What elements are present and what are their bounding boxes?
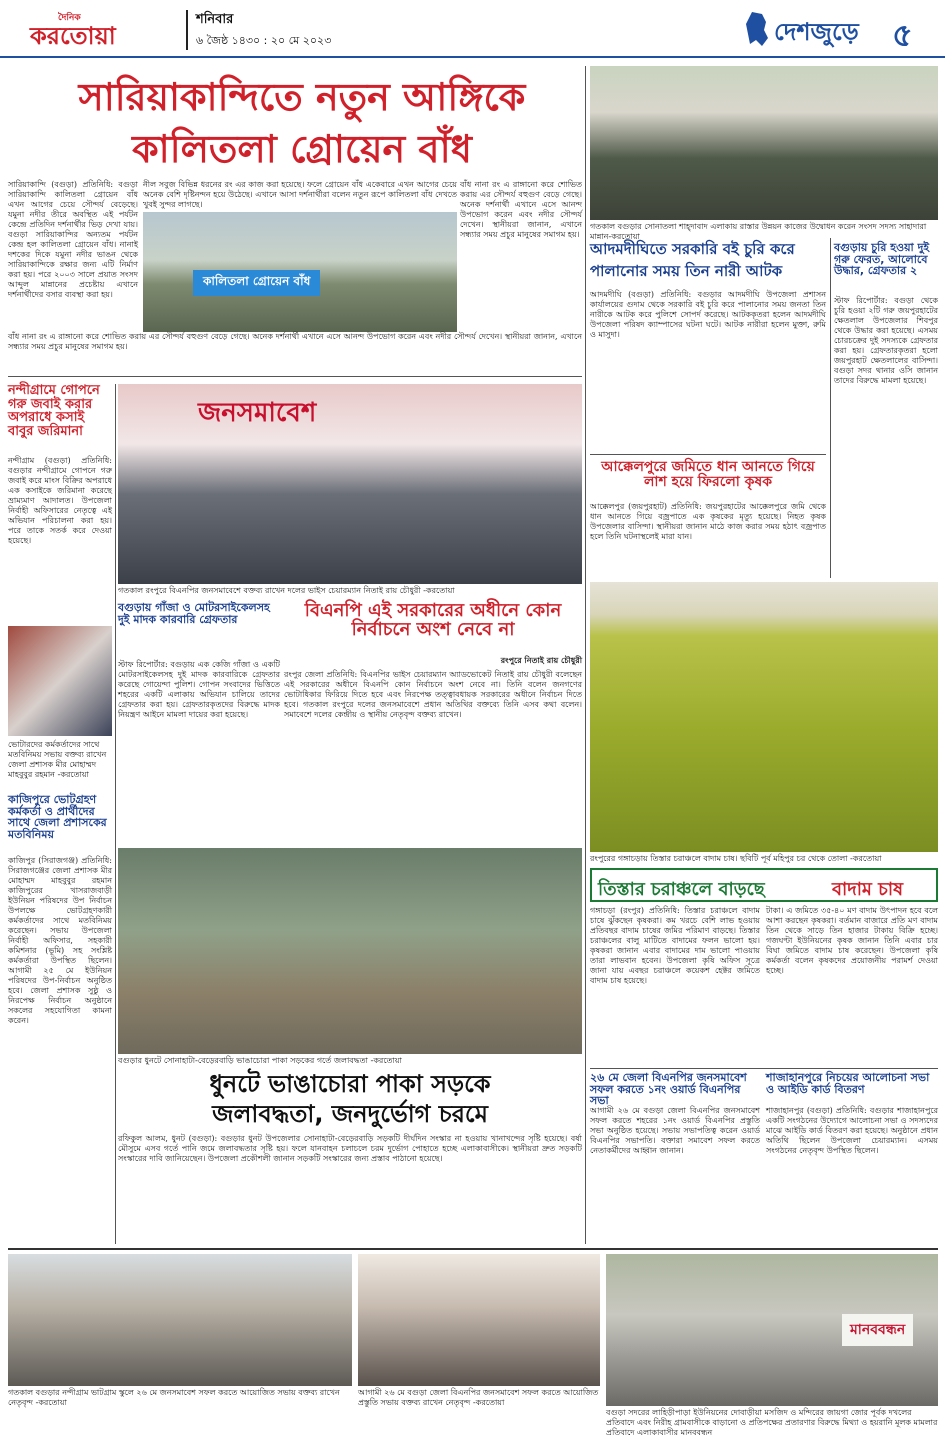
- left-headline-2: কাজিপুরে ভোটগ্রহণ কর্মকর্তা ও প্রার্থীদের সাথে জেলা প্রশাসকের মতবিনিময়: [8, 793, 107, 841]
- road-headline-1: ধুনটে ভাঙাচোরা পাকা সড়কে: [209, 1070, 491, 1098]
- mid-body-1: স্টাফ রিপোর্টার: বগুড়ায় এক কেজি গাঁজা ও একটি মোটরসাইকেলসহ দুই মাদক কারবারিকে গ্রেফতার করেছে গোয়েন্দা পুলিশ। গোপন সংবাদের ভিত্তিতে শহরের একটি এলাকায় অভিযান চালিয়ে তাদের গ্রেফতার করা হয়। গ্রেফতারকৃতদের বিরুদ্ধে মাদক নিয়ন্ত্রণ আইনে মামলা দায়ের করা হয়েছে।: [118, 660, 280, 719]
- rally-photo: [118, 384, 582, 584]
- bottom-photo-3: [606, 1254, 938, 1406]
- road-body: রফিকুল আলম, ধুনট (বগুড়া): বগুড়ার ধুনট উপজেলার সোনাহাটা-বেড়েরবাড়ি সড়কটি দীর্ঘদিন সংস্কার না হওয়ায় খানাখন্দের সৃষ্টি হয়েছে। বর্ষা মৌসুমে এসব গর্তে পানি জমে জলাবদ্ধতার সৃষ্টি হয়। ফলে যানবাহন চলাচলে চরম দুর্ভোগ পোহাতে হচ্ছে এলাকাবাসীকে। স্থানীয়রা দ্রুত সড়কটি সংস্কারের দাবি জানিয়েছেন। উপজেলা প্রকৌশলী জানান সড়কটি সংস্কারের জন্য প্রস্তাব পাঠানো হয়েছে।: [118, 1134, 582, 1163]
- top-right-photo: [590, 66, 938, 220]
- bottom-caption-3: বগুড়া সদরের লাহিড়ীপাড়া ইউনিয়নের দোবাড়ীয়া মসজিদ ও মন্দিরের জায়গা জোর পূর্বক দখলের প্রতিবাদে এবং নিরীহ গ্রামবাসীকে বাড়ানো ও প্রতিপক্ষের প্রতারণার বিরুদ্ধে মিথ্যা ও হয়রানি মূলক মামলার প্রতিবাদে এলাকাবাসীর মানববন্ধন: [606, 1408, 938, 1437]
- mid-headline-2-sub: রংপুরে নিতাই রায় চৌধুরী: [500, 656, 582, 665]
- adamdighi-headline-1: আদমদীঘিতে সরকারি বই চুরি করে: [590, 240, 795, 258]
- rally-banner: জনসমাবেশ: [198, 398, 317, 428]
- rally-caption: গতকাল রংপুরে বিএনপির জনসমাবেশে বক্তব্য রাখেন দলের ভাইস চেয়ারম্যান নিতাই রায় চৌধুরী -করতোয়া: [118, 586, 455, 595]
- akkelpur-body: আক্কেলপুর (জয়পুরহাট) প্রতিনিধি: জয়পুরহাটের আক্কেলপুরে জমি থেকে ধান আনতে গিয়ে বজ্রপাতে এক কৃষকের মৃত্যু হয়েছে। নিহত কৃষক উপজেলার বাসিন্দা। স্থানীয়রা জানান মাঠে কাজ করার সময় হঠাৎ বজ্রপাত হলে তিনি ঘটনাস্থলেই মারা যান।: [590, 502, 826, 541]
- peanut-caption: রংপুরের গঙ্গাচড়ায় তিস্তার চরাঞ্চলে বাদাম চাষ। ছবিটি পূর্ব মহিপুর চর থেকে তোলা -করতোয়া: [590, 854, 882, 863]
- peanut-banner-b: বাদাম চাষ: [832, 879, 904, 900]
- peanut-banner-a: তিস্তার চরাঞ্চলে বাড়ছে: [598, 879, 765, 900]
- top-right-caption: গতকাল বগুড়ার সোনাতলা শাহ্দাবাদ এলাকায় রাস্তার উন্নয়ন কাজের উদ্বোধন করেন সংসদ সদস্য সাহাদারা মান্নান-করতোয়া: [590, 222, 927, 241]
- lead-headline-2: কালিতলা গ্রোয়েন বাঁধ: [132, 127, 472, 171]
- left-body-2: কাজিপুর (সিরাজগঞ্জ) প্রতিনিধি: সিরাজগঞ্জের জেলা প্রশাসক মীর মোহাম্মদ মাহবুবুর রহমান কাজিপুরের খাসরাজবাড়ী ইউনিয়ন পরিষদের উপ নির্বাচন উপলক্ষে ভোটগ্রহণকারী কর্মকর্তাদের সাথে মতবিনিময় করেছেন। সভায় উপজেলা নির্বাহী অফিসার, সহকারী কমিশনার (ভূমি) সহ সংশ্লিষ্ট কর্মকর্তারা উপস্থিত ছিলেন। আগামী ২৫ মে ইউনিয়ন পরিষদের উপ-নির্বাচন অনুষ্ঠিত হবে। জেলা প্রশাসক সুষ্ঠু ও নিরপেক্ষ নির্বাচন অনুষ্ঠানে সকলের সহযোগিতা কামনা করেন।: [8, 856, 112, 1025]
- mid-body-2: রংপুর জেলা প্রতিনিধি: বিএনপির ভাইস চেয়ারম্যান অ্যাডভোকেট নিতাই রায় চৌধুরী বলেছেন এই সরকারের অধীনে বিএনপি কোন নির্বাচনে অংশ নেবে না। তিনি বলেন জনগণের ভোটাধিকার ফিরিয়ে দিতে হবে এবং নিরপেক্ষ তত্ত্বাবধায়ক সরকারের অধীনে নির্বাচন দিতে হবে। গতকাল রংপুরে দলের জনসমাবেশে প্রধান অতিথির বক্তব্যে তিনি এসব কথা বলেন। সমাবেশে দলের কেন্দ্রীয় ও স্থানীয় নেতৃবৃন্দ বক্তব্য রাখেন।: [284, 670, 582, 719]
- adamdighi-body: আদমদীঘি (বগুড়া) প্রতিনিধি: বগুড়ার আদমদীঘি উপজেলা প্রশাসন কার্যালয়ের গুদাম থেকে সরকারি বই চুরি করে পালানোর সময় জনতা তিন নারীকে আটক করে পুলিশে সোপর্দ করেছে। আটককৃতরা হলেন আদমদীঘি উপজেলা পরিষদ ক্যাম্পাসের ঘটনা ঘটে। আটক নারীরা হলেন মুক্তা, রুমি ও মাসুদা।: [590, 290, 826, 339]
- road-photo: [118, 848, 582, 1054]
- bottom-caption-2: আগামী ২৬ মে বগুড়া জেলা বিএনপির জনসমাবেশ সফল করতে আয়োজিত প্রস্তুতি সভায় বক্তব্য রাখেন নেতৃবৃন্দ -করতোয়া: [358, 1388, 599, 1407]
- lead-body-1b: বাঁধ নানা রং এ রাঙ্গানো করে শোভিত করায় এর সৌন্দর্য বহুগুণ বেড়ে গেছে। অনেক দর্শনার্থী এখানে এসে আনন্দ উপভোগ করেন এবং নদীর সৌন্দর্য দেখেন। স্থানীয়রা জানান, এখানে সন্ধ্যার সময় প্রচুর মানুষের সমাগম হয়।: [8, 332, 582, 351]
- bottom-caption-1: গতকাল বগুড়ার নন্দীগ্রাম ভাটগ্রাম স্কুলে ২৬ মে জনসমাবেশ সফল করতে আয়োজিত সভায় বক্তব্য রাখেন নেতৃবৃন্দ -করতোয়া: [8, 1388, 340, 1407]
- logo-small: দৈনিক: [58, 13, 81, 23]
- peanut-body: গঙ্গাচড়া (রংপুর) প্রতিনিধি: তিস্তার চরাঞ্চলে বাদাম চাষে ঝুঁকছেন কৃষকরা। কম খরচে বেশি লাভ হওয়ায় প্রতিবছর বাদাম চাষের জমির পরিমাণ বাড়ছে। তিস্তার চরাঞ্চলের বালু মাটিতে বাদামের ফলন ভালো হয়। কৃষকরা জানান এবার বাদামের দাম ভালো পাওয়ায় তারা লাভবান হবেন। উপজেলা কৃষি অফিস সূত্রে জানা যায় এবছর চরাঞ্চলে কয়েকশ হেক্টর জমিতে বাদাম চাষ হয়েছে।: [590, 906, 760, 985]
- adamdighi-headline-2: পালানোর সময় তিন নারী আটক: [590, 262, 783, 280]
- left-photo-caption: ভোটারদের কর্মকর্তাদের সাথে মতবিনিময় সভায় বক্তব্য রাখেন জেলা প্রশাসক মীর মোহাম্মদ মাহবুবুর রহমান -করতোয়া: [8, 740, 107, 779]
- left-photo: [8, 626, 112, 736]
- bottom-photo-2: [358, 1254, 600, 1386]
- left-headline-1: নন্দীগ্রামে গোপনে গরু জবাই করার অপরাধে কসাই বাবুর জরিমানা: [8, 383, 100, 439]
- lead-body-2: বাঁধ নানা রং এ রাঙ্গানো করে শোভিত করায় এর সৌন্দর্য বহুগুণ বেড়ে গেছে। অনেক দর্শনার্থী এখানে এসে আনন্দ উপভোগ করেন এবং নদীর সৌন্দর্য দেখেন। স্থানীয়রা জানান, এখানে সন্ধ্যার সময় প্রচুর মানুষের সমাগম হয়।: [460, 180, 582, 239]
- mid-headline-2: বিএনপি এই সরকারের অধীনে কোন নির্বাচনে অংশ নেবে না: [304, 600, 562, 640]
- shajahanpur-headline: শাজাহানপুরে নিচয়ের আলোচনা সভা ও আইডি কার্ড বিতরণ: [766, 1071, 930, 1096]
- mid-headline-1: বগুড়ায় গাঁজা ও মোটরসাইকেলসহ দুই মাদক কারবারি গ্রেফতার: [118, 601, 270, 626]
- bogura-cow-headline: বগুড়ায় চুরি হওয়া দুই গরু ফেরত, আলোবে উদ্ধার, গ্রেফতার ২: [834, 241, 930, 278]
- peanut-photo: [590, 582, 938, 852]
- peanut-banner: [590, 868, 938, 902]
- bangladesh-map-icon: [744, 10, 770, 48]
- page-number: ৫: [892, 16, 913, 54]
- date-label: ৬ জৈষ্ঠ ১৪৩০ : ২০ মে ২০২৩: [196, 34, 332, 47]
- section-title: দেশজুড়ে: [774, 18, 859, 46]
- road-headline-2: জলাবদ্ধতা, জনদুর্ভোগ চরমে: [212, 1100, 488, 1128]
- lead-body-3: নীল সবুজ বিভিন্ন ধরনের রং এর কাজ করা হয়েছে। ফলে গ্রোয়েন বাঁধ একেবারে এখন আগের চেয়ে অনেক বেশি দৃষ্টিনন্দন হয়ে উঠেছে। এখানে আসা দর্শনার্থীরা বলেন নতুন রূপে কালিতলা বাঁধ দেখতে খুবই সুন্দর লাগছে।: [143, 180, 457, 209]
- human-chain-banner: মানববন্ধন: [842, 1314, 913, 1346]
- lead-photo: [143, 212, 457, 332]
- bnp-meeting-headline: ২৬ মে জেলা বিএনপির জনসমাবেশ সফল করতে ১নং ওয়ার্ড বিএনপির সভা: [590, 1071, 747, 1108]
- road-caption: বগুড়ার ধুনটে সোনাহাটা-বেড়েরবাড়ি ভাঙাচোরা পাকা সড়কের গর্তে জলাবদ্ধতা -করতোয়া: [118, 1056, 402, 1065]
- bottom-photo-1: [8, 1254, 352, 1386]
- shajahanpur-body: শাজাহানপুর (বগুড়া) প্রতিনিধি: বগুড়ার শাজাহানপুরে একটি সংগঠনের উদ্যোগে আলোচনা সভা ও সদস্যদের মাঝে আইডি কার্ড বিতরণ করা হয়েছে। অনুষ্ঠানে প্রধান অতিথি ছিলেন উপজেলা চেয়ারম্যান। এসময় সংগঠনের নেতৃবৃন্দ উপস্থিত ছিলেন।: [766, 1106, 938, 1155]
- lead-headline-1: সারিয়াকান্দিতে নতুন আঙ্গিকে: [78, 75, 526, 119]
- lead-body-1: সারিয়াকান্দি (বগুড়া) প্রতিনিধি: বগুড়া সারিয়াকান্দি কালিতলা গ্রোয়েন বাঁধ এখন আগের চেয়ে সৌন্দর্য বেড়েছে। যমুনা নদীর তীরে অবস্থিত এই পর্যটন কেন্দ্রে প্রতিদিন দর্শনার্থীর ভিড় দেখা যায়। বগুড়া সারিয়াকান্দির অন্যতম পর্যটন কেন্দ্র হল কালিতলা গ্রোয়েন বাঁধ। নানাই দশকের দিকে যমুনা নদীর ভাঙন থেকে সারিয়াকান্দিকে রক্ষার জন্য এটি নির্মাণ করা হয়। পরে ২০০৩ সালে প্রয়াত সংসদ আব্দুল মান্নানের প্রচেষ্টায় এখানে দর্শনার্থীদের বসার ব্যবস্থা করা হয়।: [8, 180, 138, 299]
- peanut-body-2: টাকা। এ জমিতে ৩৫-৪০ মণ বাদাম উৎপাদন হবে বলে আশা করছেন কৃষকরা। বর্তমান বাজারে প্রতি মণ বাদাম তিন থেকে সাড়ে তিন হাজার টাকায় বিক্রি হচ্ছে। গজঘণ্টা ইউনিয়নের কৃষক জানান তিনি এবার চার বিঘা জমিতে বাদাম চাষ করেছেন। উপজেলা কৃষি কর্মকর্তা বলেন কৃষকদের প্রয়োজনীয় পরামর্শ দেওয়া হচ্ছে।: [766, 906, 938, 975]
- logo: করতোয়া: [30, 22, 116, 50]
- akkelpur-headline: আক্কেলপুরে জমিতে ধান আনতে গিয়ে লাশ হয়ে ফিরলো কৃষক: [601, 459, 815, 490]
- masthead: [0, 0, 945, 58]
- day-label: শনিবার: [196, 12, 234, 27]
- left-body-1: নন্দীগ্রাম (বগুড়া) প্রতিনিধি: বগুড়ার নন্দীগ্রামে গোপনে গরু জবাই করে মাংস বিক্রির অপরাধে এক কসাইকে জরিমানা করেছে ভ্রাম্যমাণ আদালত। উপজেলা নির্বাহী অফিসারের নেতৃত্বে এই অভিযান পরিচালনা করা হয়। পরে তাকে সতর্ক করে দেওয়া হয়েছে।: [8, 456, 112, 545]
- photo-sign: কালিতলা গ্রোয়েন বাঁধ: [193, 270, 320, 296]
- masthead-divider: [186, 10, 188, 50]
- bnp-meeting-body: আগামী ২৬ মে বগুড়া জেলা বিএনপির জনসমাবেশ সফল করতে শহরের ১নং ওয়ার্ড বিএনপির প্রস্তুতি সভা অনুষ্ঠিত হয়েছে। সভায় সভাপতিত্ব করেন ওয়ার্ড বিএনপির সভাপতি। বক্তারা সমাবেশ সফল করতে নেতাকর্মীদের আহ্বান জানান।: [590, 1106, 760, 1155]
- bogura-cow-body: স্টাফ রিপোর্টার: বগুড়া থেকে চুরি হওয়া ২টি গরু জয়পুরহাটের ক্ষেতলাল উপজেলার শিবপুর থেকে উদ্ধার করা হয়েছে। এসময় চোরচক্রের দুই সদস্যকে গ্রেফতার করা হয়। গ্রেফতারকৃতরা হলো জয়পুরহাট ক্ষেতলালের বাসিন্দা। বগুড়া সদর থানার ওসি জানান তাদের বিরুদ্ধে মামলা হয়েছে।: [834, 296, 938, 385]
